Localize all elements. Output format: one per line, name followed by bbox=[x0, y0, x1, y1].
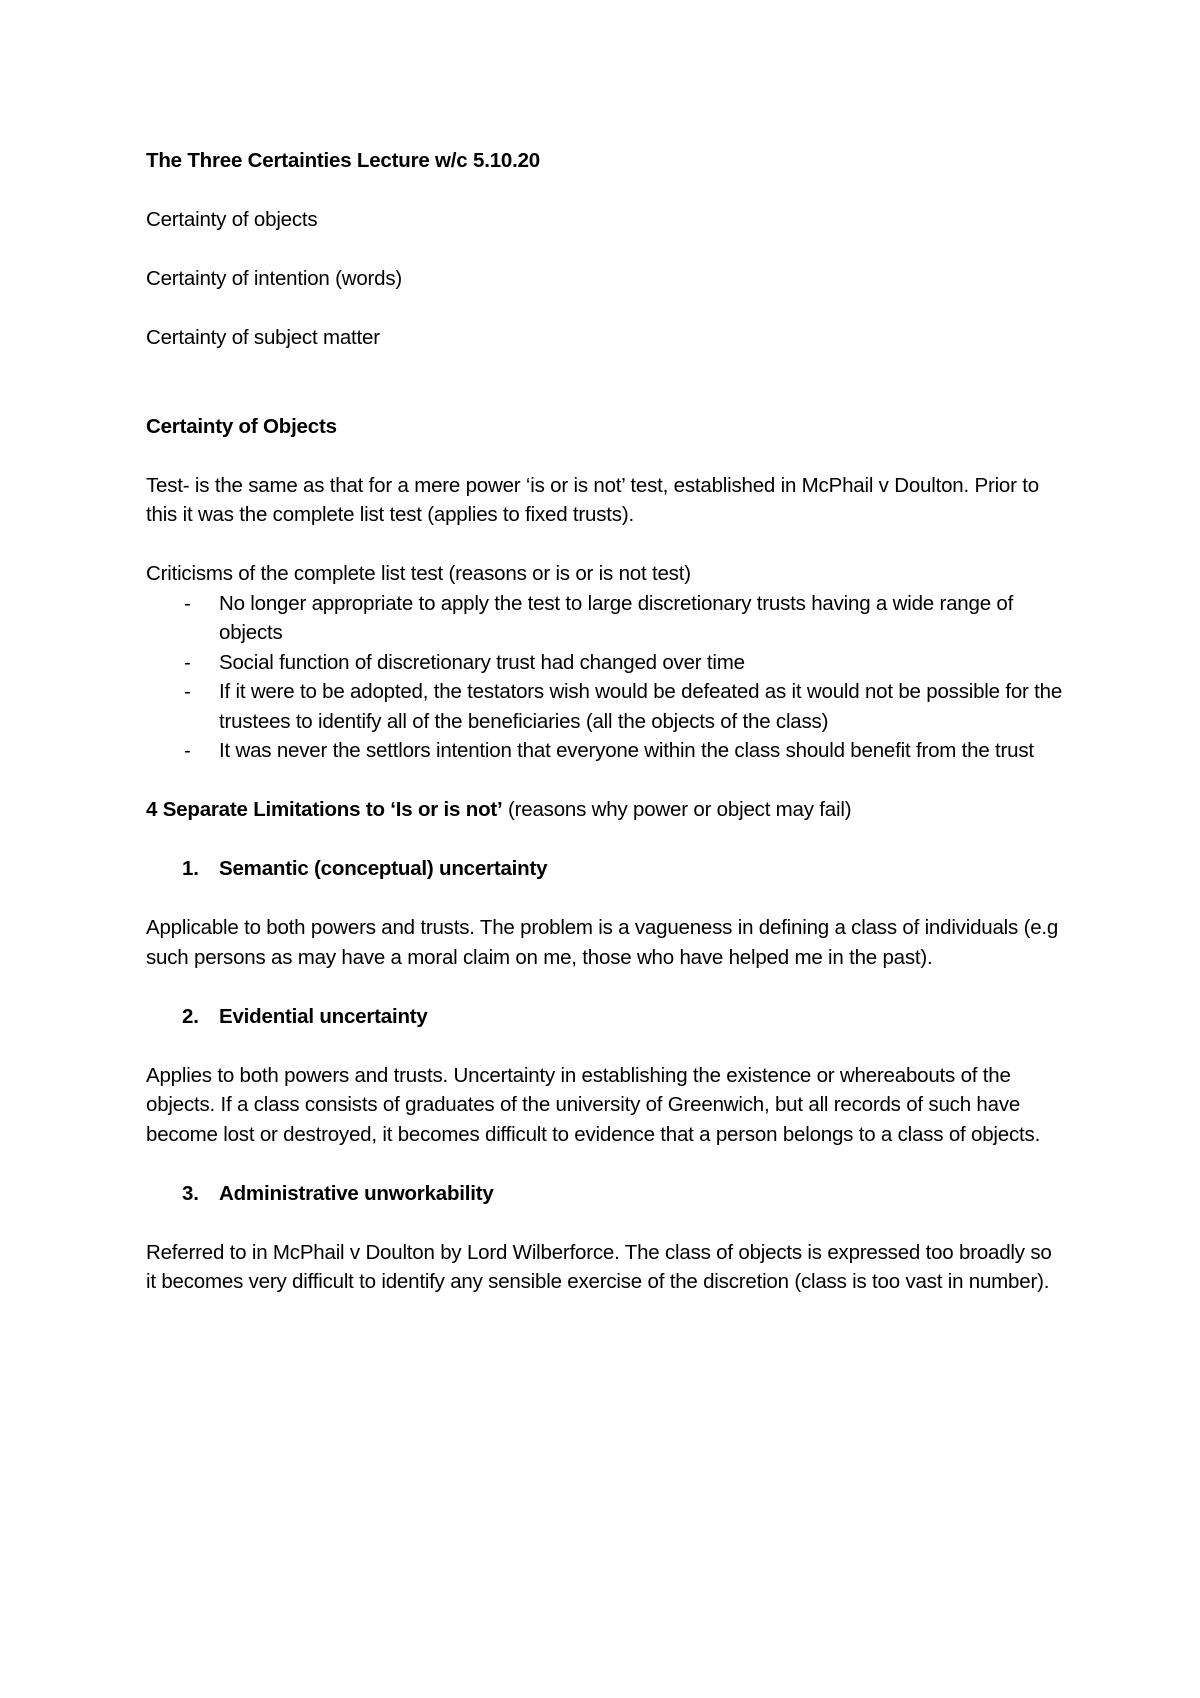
heading-number: 1. bbox=[182, 857, 199, 880]
document-content bbox=[146, 146, 1066, 1326]
bullet-dash: - bbox=[184, 739, 191, 762]
limitations-heading bbox=[146, 795, 1066, 825]
criticisms-list bbox=[146, 589, 1066, 766]
list-item-text: No longer appropriate to apply the test to large discretionary trusts having a wide range of objects bbox=[219, 591, 1014, 644]
list-item bbox=[146, 736, 1066, 766]
limitations-heading-bold: 4 Separate Limitations to ‘Is or is not’ bbox=[146, 798, 503, 821]
bullet-dash: - bbox=[184, 591, 191, 615]
limitation-body: Applies to both powers and trusts. Uncertainty in establishing the existence or whereabouts of the objects. If a class consists of graduates of the university of Greenwich, but all records of such have become lost or destroyed, it becomes difficult to evidence that a person belongs to a class of objects. bbox=[146, 1063, 1041, 1146]
numbered-heading bbox=[146, 1179, 1066, 1209]
list-item bbox=[146, 648, 1066, 678]
heading-title: Semantic (conceptual) uncertainty bbox=[219, 857, 548, 880]
document-title: The Three Certainties Lecture w/c 5.10.20 bbox=[146, 149, 540, 172]
heading-title: Evidential uncertainty bbox=[219, 1004, 428, 1028]
list-item bbox=[146, 589, 1066, 648]
heading-number: 3. bbox=[182, 1181, 199, 1205]
limitation-body: Referred to in McPhail v Doulton by Lord Wilberforce. The class of objects is expressed too broadly so it becomes very difficult to identify any sensible exercise of the discretion (class is too vast in number). bbox=[146, 1240, 1052, 1293]
criticisms-intro: Criticisms of the complete list test (reasons or is or is not test) bbox=[146, 562, 691, 585]
list-item-text: If it were to be adopted, the testators wish would be defeated as it would not be possible for the trustees to identify all of the beneficiaries (all the objects of the class) bbox=[219, 680, 1063, 733]
list-item bbox=[146, 677, 1066, 736]
heading-number: 2. bbox=[182, 1004, 199, 1028]
heading-title: Administrative unworkability bbox=[219, 1181, 494, 1205]
bullet-dash: - bbox=[184, 650, 191, 674]
numbered-heading bbox=[146, 854, 1066, 884]
bullet-dash: - bbox=[184, 680, 191, 703]
list-item-text: Social function of discretionary trust had changed over time bbox=[219, 650, 745, 674]
limitation-body: Applicable to both powers and trusts. The problem is a vagueness in defining a class of individuals (e.g such persons as may have a moral claim on me, those who have helped me in the past). bbox=[146, 916, 1059, 969]
certainty-item: Certainty of intention (words) bbox=[146, 267, 403, 290]
section-heading: Certainty of Objects bbox=[146, 414, 337, 438]
numbered-heading bbox=[146, 1002, 1066, 1032]
list-item-text: It was never the settlors intention that everyone within the class should benefit from the trust bbox=[219, 739, 1034, 762]
certainty-item: Certainty of objects bbox=[146, 208, 318, 231]
certainty-item: Certainty of subject matter bbox=[146, 326, 380, 349]
test-paragraph: Test- is the same as that for a mere power ‘is or is not’ test, established in McPhail v Doulton. Prior to this it was the complete list test (applies to fixed trusts). bbox=[146, 473, 1039, 526]
limitations-heading-rest: (reasons why power or object may fail) bbox=[502, 798, 852, 821]
